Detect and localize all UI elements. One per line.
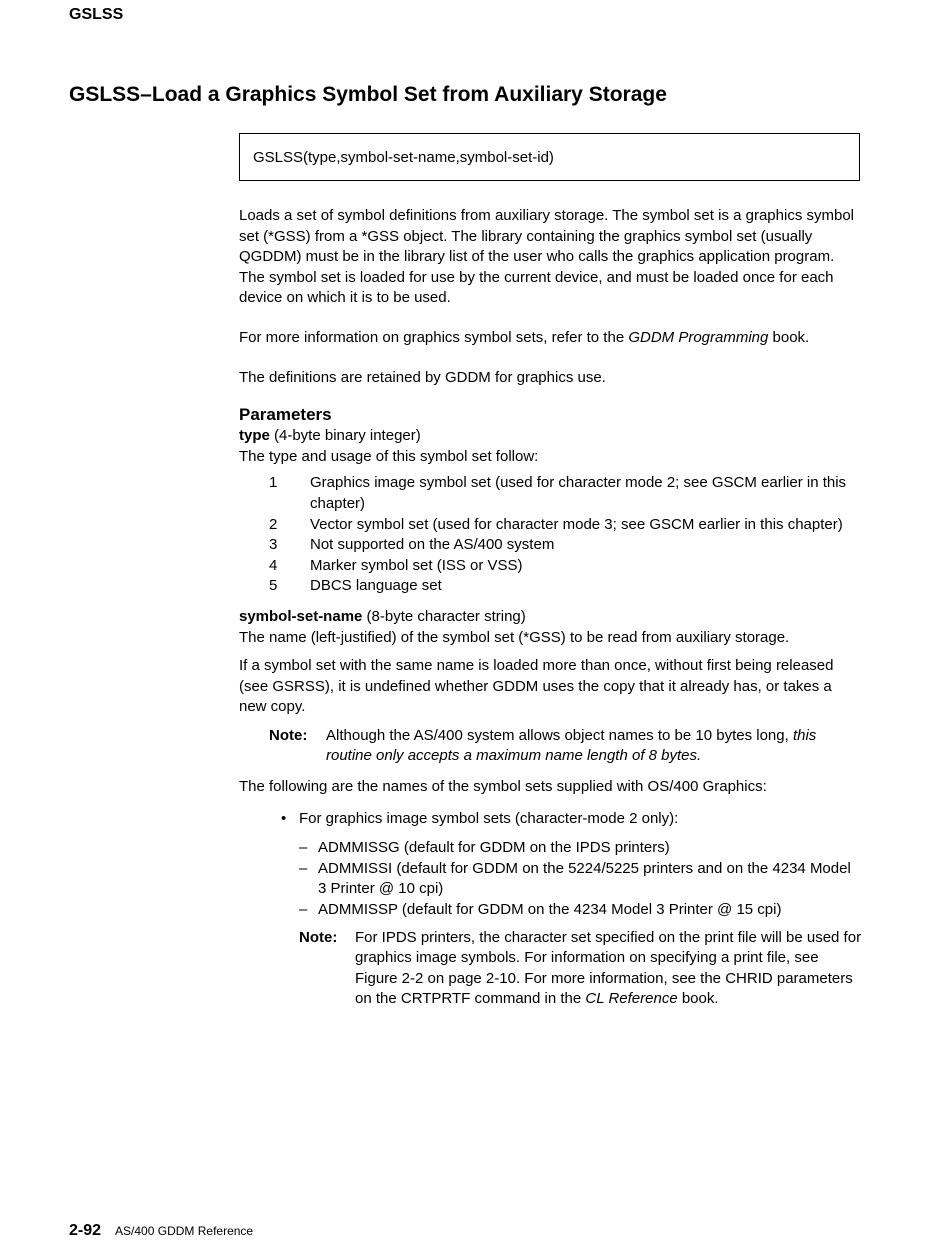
item-number: 3	[269, 536, 278, 554]
item-text: ADMMISSP (default for GDDM on the 4234 Model 3 Printer @ 15 cpi)	[318, 901, 782, 919]
note-emphasis: this routine only accepts a maximum name length of 8 bytes.	[326, 726, 817, 765]
list-item	[299, 859, 863, 900]
note-body	[355, 928, 863, 1010]
note	[269, 726, 863, 767]
note-label: Note:	[269, 726, 308, 744]
item-text: ADMMISSG (default for GDDM on the IPDS printers)	[318, 839, 670, 857]
item-number: 5	[269, 577, 278, 595]
param-type	[239, 426, 863, 447]
item-number: 2	[269, 515, 278, 533]
note-body	[326, 726, 863, 767]
page-title: GSLSS–Load a Graphics Symbol Set from Auxiliary Storage	[69, 83, 667, 106]
syntax-text: GSLSS(type,symbol-set-name,symbol-set-id)	[253, 149, 554, 166]
bullet-item	[281, 809, 863, 830]
reference-paragraph	[239, 328, 863, 349]
page-number: 2-92	[69, 1222, 102, 1239]
syntax-box	[239, 133, 860, 181]
symbol-set-list	[299, 838, 863, 920]
book-title: CL Reference	[585, 990, 678, 1008]
running-header: GSLSS	[69, 6, 124, 23]
parameters-heading: Parameters	[239, 405, 332, 425]
list-item	[269, 535, 863, 556]
param-description: The name (left-justified) of the symbol set (*GSS) to be read from auxiliary storage.	[239, 628, 790, 646]
param-description-detail: If a symbol set with the same name is loaded more than once, without first being released (see GSRSS), it is undefined whether GDDM uses the copy that it already has, or takes a new copy.	[239, 657, 834, 716]
reference-text: For more information on graphics symbol sets, refer to the	[239, 328, 629, 346]
type-list	[269, 473, 863, 597]
list-item	[269, 473, 863, 514]
dash-icon: –	[299, 901, 308, 919]
item-text: ADMMISSI (default for GDDM on the 5224/5225 printers and on the 4234 Model 3 Printer @ 10 cpi)	[318, 859, 851, 898]
param-name: type	[239, 427, 270, 445]
item-number: 4	[269, 556, 278, 574]
param-datatype: (4-byte binary integer)	[269, 427, 421, 445]
item-text: Vector symbol set (used for character mode 3; see GSCM earlier in this chapter)	[310, 515, 843, 533]
note-ipds	[299, 928, 863, 1010]
reference-text-end: book.	[768, 328, 810, 346]
bullet-text: For graphics image symbol sets (character-mode 2 only):	[299, 809, 679, 827]
list-item	[269, 576, 863, 597]
retention-paragraph: The definitions are retained by GDDM for graphics use.	[239, 368, 606, 386]
list-item	[269, 515, 863, 536]
list-item	[269, 556, 863, 577]
item-text: Marker symbol set (ISS or VSS)	[310, 556, 523, 574]
param-symbol-set-name	[239, 607, 863, 628]
page-footer	[69, 1222, 253, 1240]
dash-icon: –	[299, 859, 308, 877]
item-text: Not supported on the AS/400 system	[310, 536, 555, 554]
book-name: AS/400 GDDM Reference	[115, 1224, 254, 1238]
book-title: GDDM Programming	[628, 328, 769, 346]
item-text: Graphics image symbol set (used for character mode 2; see GSCM earlier in this chapter)	[310, 474, 847, 512]
intro-paragraph: Loads a set of symbol definitions from auxiliary storage. The symbol set is a graphics symbol set (*GSS) from a *GSS object. The library containing the graphics symbol set (usually QGDDM) must be in the library list of the user who calls the graphics application program. The symbol set is loaded for use by the current device, and must be loaded once for each device on which it is to be used.	[239, 207, 854, 307]
item-number: 1	[269, 474, 278, 492]
bullet-icon: •	[281, 809, 287, 827]
dash-icon: –	[299, 839, 308, 857]
supplied-sets-intro: The following are the names of the symbol sets supplied with OS/400 Graphics:	[239, 778, 767, 796]
note-text-end: book.	[677, 990, 719, 1008]
note-text: For IPDS printers, the character set specified on the print file will be used for graphics image symbols. For information on specifying a print file, see Figure 2-2 on page 2-10. For more information, see the CHRID parameters on the CRTPRTF command in the	[355, 928, 862, 1008]
param-name: symbol-set-name	[239, 607, 363, 625]
param-datatype: (8-byte character string)	[362, 607, 526, 625]
note-label: Note:	[299, 928, 338, 946]
main-content	[239, 206, 863, 1010]
list-item	[299, 900, 863, 921]
item-text: DBCS language set	[310, 577, 442, 595]
list-item	[299, 838, 863, 859]
param-description: The type and usage of this symbol set follow:	[239, 447, 539, 465]
note-text: Although the AS/400 system allows object names to be 10 bytes long,	[326, 726, 793, 744]
